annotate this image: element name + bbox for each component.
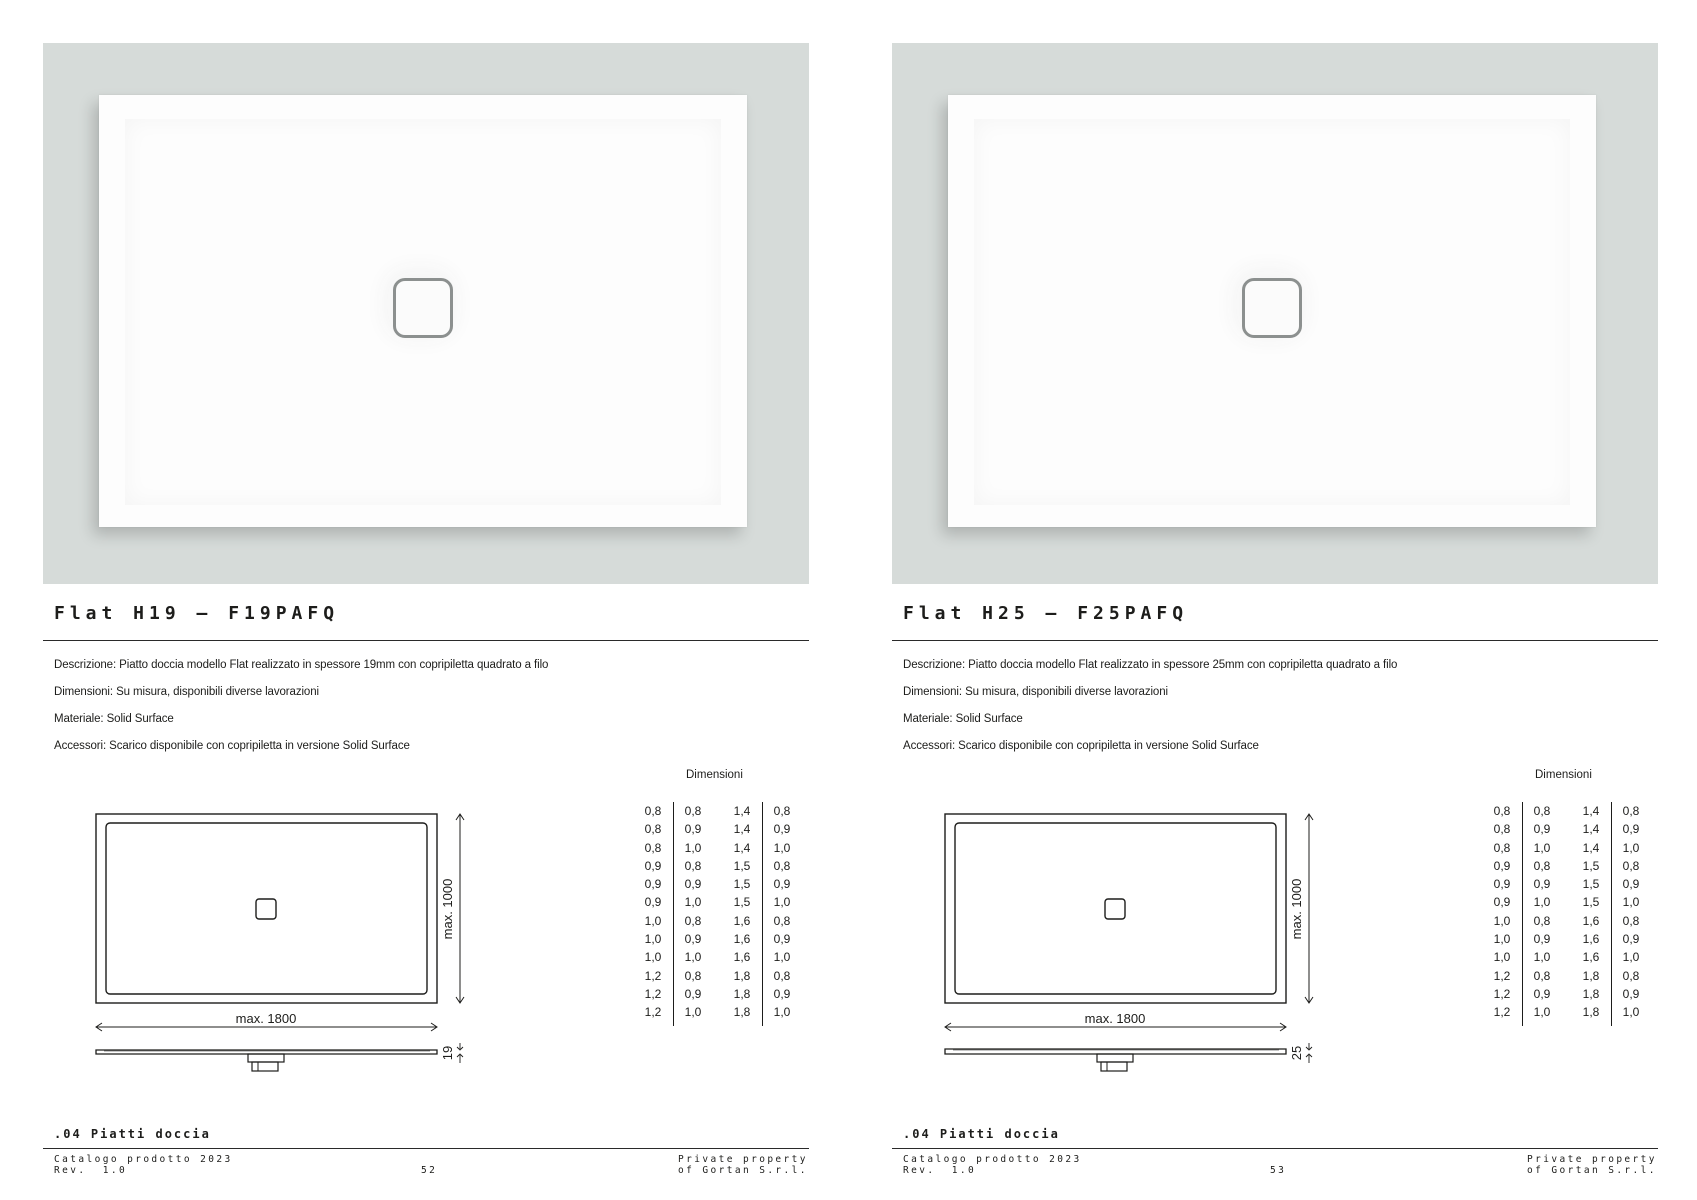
table-cell: 0,9 xyxy=(644,895,662,910)
table-cell: 1,0 xyxy=(1493,932,1511,947)
table-cell: 1,4 xyxy=(733,804,751,818)
table-cell: 0,8 xyxy=(1493,822,1511,837)
drain-cover-icon xyxy=(393,278,453,338)
table-cell: 0,8 xyxy=(644,840,662,855)
footer-divider xyxy=(892,1148,1658,1149)
table-cell: 1,4 xyxy=(1582,822,1600,837)
table-cell: 0,8 xyxy=(644,822,662,837)
revision-label: Rev. 1.0 xyxy=(54,1165,128,1176)
table-cell: 0,8 xyxy=(1533,804,1551,818)
product-title: Flat H25 – F25PAFQ xyxy=(903,603,1189,624)
table-cell: 1,6 xyxy=(1582,932,1600,947)
table-cell: 1,0 xyxy=(773,895,791,910)
table-cell: 1,8 xyxy=(1582,1005,1600,1020)
divider xyxy=(43,640,809,641)
product-photo xyxy=(892,43,1658,584)
drain-cover-icon xyxy=(1242,278,1302,338)
table-cell: 0,8 xyxy=(1622,968,1640,983)
table-cell: 1,8 xyxy=(1582,986,1600,1001)
table-cell: 0,9 xyxy=(773,822,791,837)
table-cell: 1,0 xyxy=(1533,895,1551,910)
table-cell: 0,9 xyxy=(1533,932,1551,947)
table-cell: 1,2 xyxy=(1493,986,1511,1001)
table-cell: 1,0 xyxy=(644,913,662,928)
product-title: Flat H19 – F19PAFQ xyxy=(54,603,340,624)
table-cell: 1,8 xyxy=(733,986,751,1001)
table-cell: 1,0 xyxy=(1533,1005,1551,1020)
table-cell: 0,8 xyxy=(1533,858,1551,873)
table-cell: 0,8 xyxy=(644,804,662,818)
dimensions-heading: Dimensioni xyxy=(686,769,743,781)
property-line-2: of Gortan S.r.l. xyxy=(1527,1165,1657,1176)
table-cell: 1,0 xyxy=(773,950,791,965)
catalog-page-left xyxy=(0,0,848,1200)
table-cell: 0,8 xyxy=(684,804,702,818)
table-cell: 1,0 xyxy=(1622,895,1640,910)
section-label: .04 Piatti doccia xyxy=(54,1127,211,1141)
table-cell: 0,9 xyxy=(1493,877,1511,892)
table-cell: 0,8 xyxy=(684,968,702,983)
table-cell: 1,2 xyxy=(644,986,662,1001)
dimensions-heading: Dimensioni xyxy=(1535,769,1592,781)
length-label: max. 1800 xyxy=(235,1011,297,1026)
property-line-2: of Gortan S.r.l. xyxy=(678,1165,808,1176)
technical-drawing xyxy=(90,805,490,1080)
table-cell: 0,9 xyxy=(1493,858,1511,873)
table-cell: 1,8 xyxy=(1582,968,1600,983)
table-cell: 1,5 xyxy=(1582,895,1600,910)
table-cell: 1,6 xyxy=(1582,913,1600,928)
table-cell: 0,8 xyxy=(1493,804,1511,818)
section-label: .04 Piatti doccia xyxy=(903,1127,1060,1141)
table-cell: 0,9 xyxy=(1622,877,1640,892)
table-cell: 0,9 xyxy=(1622,932,1640,947)
table-cell: 1,0 xyxy=(1533,840,1551,855)
table-cell: 1,0 xyxy=(773,840,791,855)
description: Descrizione: Piatto doccia modello Flat realizzato in spessore 19mm con copripiletta quadrato a filo xyxy=(54,659,549,671)
table-cell: 0,9 xyxy=(1622,822,1640,837)
catalog-page-right xyxy=(849,0,1697,1200)
table-cell: 0,8 xyxy=(684,858,702,873)
table-cell: 1,8 xyxy=(733,1005,751,1020)
page-number: 52 xyxy=(421,1165,438,1176)
table-cell: 0,9 xyxy=(1493,895,1511,910)
table-cell: 0,9 xyxy=(1533,877,1551,892)
table-cell: 1,0 xyxy=(684,950,702,965)
table-cell: 0,9 xyxy=(1533,822,1551,837)
catalog-label: Catalogo prodotto 2023 xyxy=(903,1154,1082,1165)
table-cell: 1,0 xyxy=(684,895,702,910)
material-text: Materiale: Solid Surface xyxy=(54,713,174,725)
table-cell: 1,0 xyxy=(644,932,662,947)
accessories-text: Accessori: Scarico disponibile con copripiletta in versione Solid Surface xyxy=(903,740,1259,752)
table-cell: 1,4 xyxy=(1582,804,1600,818)
table-cell: 1,6 xyxy=(733,913,751,928)
width-label: max. 1000 xyxy=(440,878,455,940)
dimensions-text: Dimensioni: Su misura, disponibili diverse lavorazioni xyxy=(54,686,319,698)
table-cell: 1,0 xyxy=(1622,1005,1640,1020)
table-cell: 0,8 xyxy=(684,913,702,928)
table-cell: 1,0 xyxy=(1622,950,1640,965)
drain-symbol-icon xyxy=(256,899,276,919)
table-cell: 0,8 xyxy=(1622,913,1640,928)
table-cell: 0,8 xyxy=(1493,840,1511,855)
table-cell: 1,0 xyxy=(684,1005,702,1020)
technical-drawing xyxy=(939,805,1339,1080)
table-cell: 1,0 xyxy=(644,950,662,965)
table-cell: 0,9 xyxy=(1533,986,1551,1001)
material-text: Materiale: Solid Surface xyxy=(903,713,1023,725)
table-cell: 0,9 xyxy=(773,986,791,1001)
thickness-label: 19 xyxy=(440,1045,455,1061)
table-cell: 1,2 xyxy=(1493,1005,1511,1020)
table-cell: 0,8 xyxy=(1622,804,1640,818)
table-cell: 0,8 xyxy=(1622,858,1640,873)
shower-tray-image xyxy=(99,95,747,527)
width-label: max. 1000 xyxy=(1289,878,1304,940)
table-cell: 0,8 xyxy=(1533,968,1551,983)
table-cell: 0,8 xyxy=(773,913,791,928)
table-cell: 1,8 xyxy=(733,968,751,983)
table-cell: 0,9 xyxy=(773,932,791,947)
table-cell: 1,4 xyxy=(733,822,751,837)
table-cell: 1,0 xyxy=(1493,913,1511,928)
table-cell: 1,0 xyxy=(684,840,702,855)
table-cell: 1,6 xyxy=(733,932,751,947)
table-cell: 1,0 xyxy=(1493,950,1511,965)
product-photo xyxy=(43,43,809,584)
revision-label: Rev. 1.0 xyxy=(903,1165,977,1176)
table-cell: 1,0 xyxy=(773,1005,791,1020)
length-label: max. 1800 xyxy=(1084,1011,1146,1026)
table-cell: 1,0 xyxy=(1533,950,1551,965)
table-cell: 0,8 xyxy=(1533,913,1551,928)
table-cell: 1,5 xyxy=(733,895,751,910)
table-cell: 0,9 xyxy=(684,877,702,892)
table-cell: 1,2 xyxy=(644,968,662,983)
property-line-1: Private property xyxy=(1527,1154,1657,1165)
drain-symbol-icon xyxy=(1105,899,1125,919)
table-cell: 0,9 xyxy=(684,986,702,1001)
table-cell: 0,9 xyxy=(644,858,662,873)
footer-divider xyxy=(43,1148,809,1149)
table-cell: 1,6 xyxy=(733,950,751,965)
table-cell: 0,8 xyxy=(773,804,791,818)
table-cell: 1,2 xyxy=(1493,968,1511,983)
table-cell: 1,5 xyxy=(733,877,751,892)
thickness-label: 25 xyxy=(1289,1045,1304,1061)
table-cell: 0,8 xyxy=(773,858,791,873)
table-cell: 1,4 xyxy=(1582,840,1600,855)
table-cell: 0,8 xyxy=(773,968,791,983)
shower-tray-image xyxy=(948,95,1596,527)
page-number: 53 xyxy=(1270,1165,1287,1176)
table-cell: 1,2 xyxy=(644,1005,662,1020)
catalog-label: Catalogo prodotto 2023 xyxy=(54,1154,233,1165)
property-line-1: Private property xyxy=(678,1154,808,1165)
table-cell: 1,6 xyxy=(1582,950,1600,965)
table-cell: 1,5 xyxy=(1582,858,1600,873)
table-cell: 0,9 xyxy=(644,877,662,892)
table-cell: 0,9 xyxy=(684,822,702,837)
table-cell: 1,5 xyxy=(1582,877,1600,892)
table-cell: 0,9 xyxy=(1622,986,1640,1001)
table-cell: 1,5 xyxy=(733,858,751,873)
table-cell: 0,9 xyxy=(773,877,791,892)
divider xyxy=(892,640,1658,641)
table-cell: 1,4 xyxy=(733,840,751,855)
accessories-text: Accessori: Scarico disponibile con copripiletta in versione Solid Surface xyxy=(54,740,410,752)
dimensions-text: Dimensioni: Su misura, disponibili diverse lavorazioni xyxy=(903,686,1168,698)
table-cell: 1,0 xyxy=(1622,840,1640,855)
table-cell: 0,9 xyxy=(684,932,702,947)
description: Descrizione: Piatto doccia modello Flat realizzato in spessore 25mm con copripiletta quadrato a filo xyxy=(903,659,1398,671)
